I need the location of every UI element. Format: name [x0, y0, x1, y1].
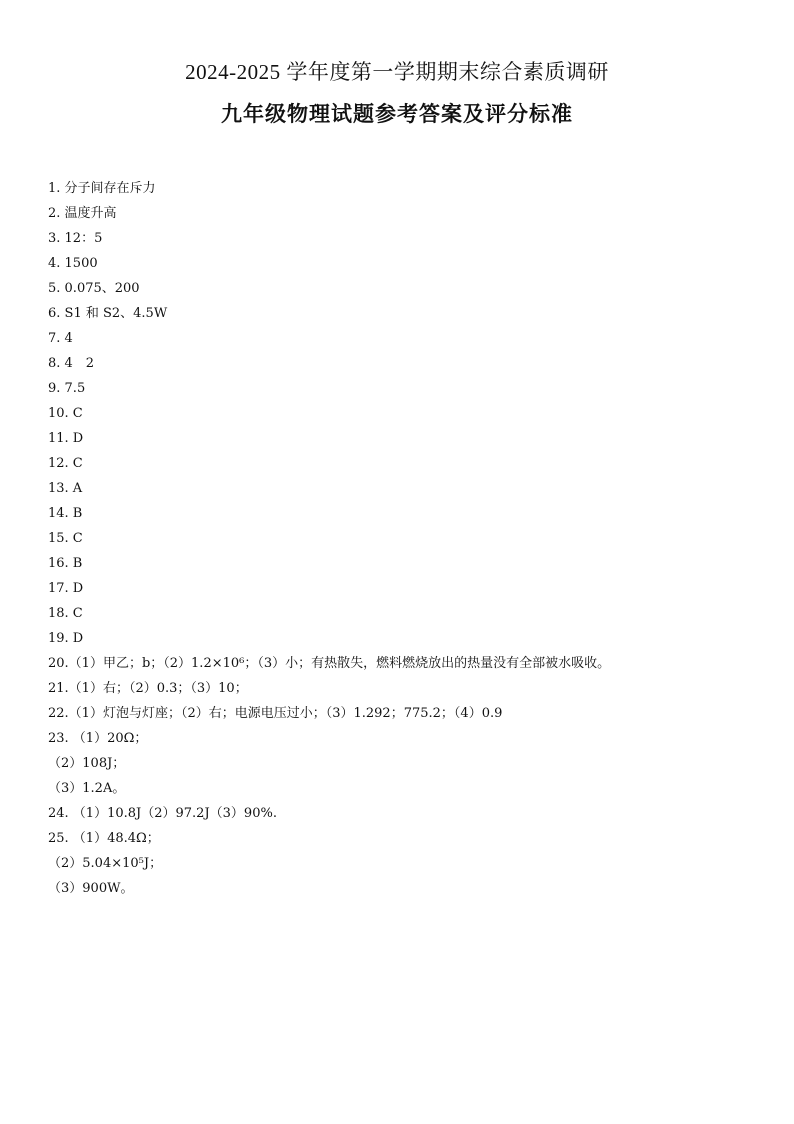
answer-subline: （2）108J；	[48, 756, 126, 771]
answer-line: 2. 温度升高	[48, 206, 117, 221]
answer-subline: （2）5.04×10⁵J；	[48, 856, 163, 871]
answer-line: 3. 12：5	[48, 231, 103, 246]
answer-line: 25. （1）48.4Ω；	[48, 831, 160, 846]
answer-line: 21.（1）右；（2）0.3；（3）10；	[48, 681, 248, 696]
answer-line: 11. D	[48, 431, 84, 446]
answer-line: 18. C	[48, 606, 83, 621]
answer-line: 1. 分子间存在斥力	[48, 181, 156, 196]
answer-line: 4. 1500	[48, 256, 98, 271]
answer-line: 22.（1）灯泡与灯座；（2）右；电源电压过小；（3）1.292；775.2；（4）0.9	[48, 706, 503, 721]
answer-list	[48, 176, 748, 901]
answer-line: 20.（1）甲乙；b；（2）1.2×10⁶；（3）小；有热散失，燃料燃烧放出的热量没有全部被水吸收。	[48, 656, 611, 671]
document-subtitle: 九年级物理试题参考答案及评分标准	[221, 102, 573, 126]
answer-line: 10. C	[48, 406, 83, 421]
answer-line: 13. A	[48, 481, 83, 496]
answer-line: 15. C	[48, 531, 83, 546]
answer-line: 7. 4	[48, 331, 73, 346]
answer-subline: （3）1.2A。	[48, 781, 126, 796]
answer-line: 5. 0.075、200	[48, 281, 140, 296]
answer-line: 24. （1）10.8J（2）97.2J（3）90%.	[48, 806, 277, 821]
document-title: 2024-2025 学年度第一学期期末综合素质调研	[185, 60, 609, 84]
answer-line: 6. S1 和 S2、4.5W	[48, 306, 168, 321]
answer-line: 17. D	[48, 581, 84, 596]
answer-line: 16. B	[48, 556, 83, 571]
answer-line: 8. 4 2	[48, 356, 95, 371]
answer-line: 14. B	[48, 506, 83, 521]
answer-line: 9. 7.5	[48, 381, 86, 396]
answer-line: 23. （1）20Ω；	[48, 731, 148, 746]
answer-line: 12. C	[48, 456, 83, 471]
answer-subline: （3）900W。	[48, 881, 134, 896]
answer-line: 19. D	[48, 631, 84, 646]
